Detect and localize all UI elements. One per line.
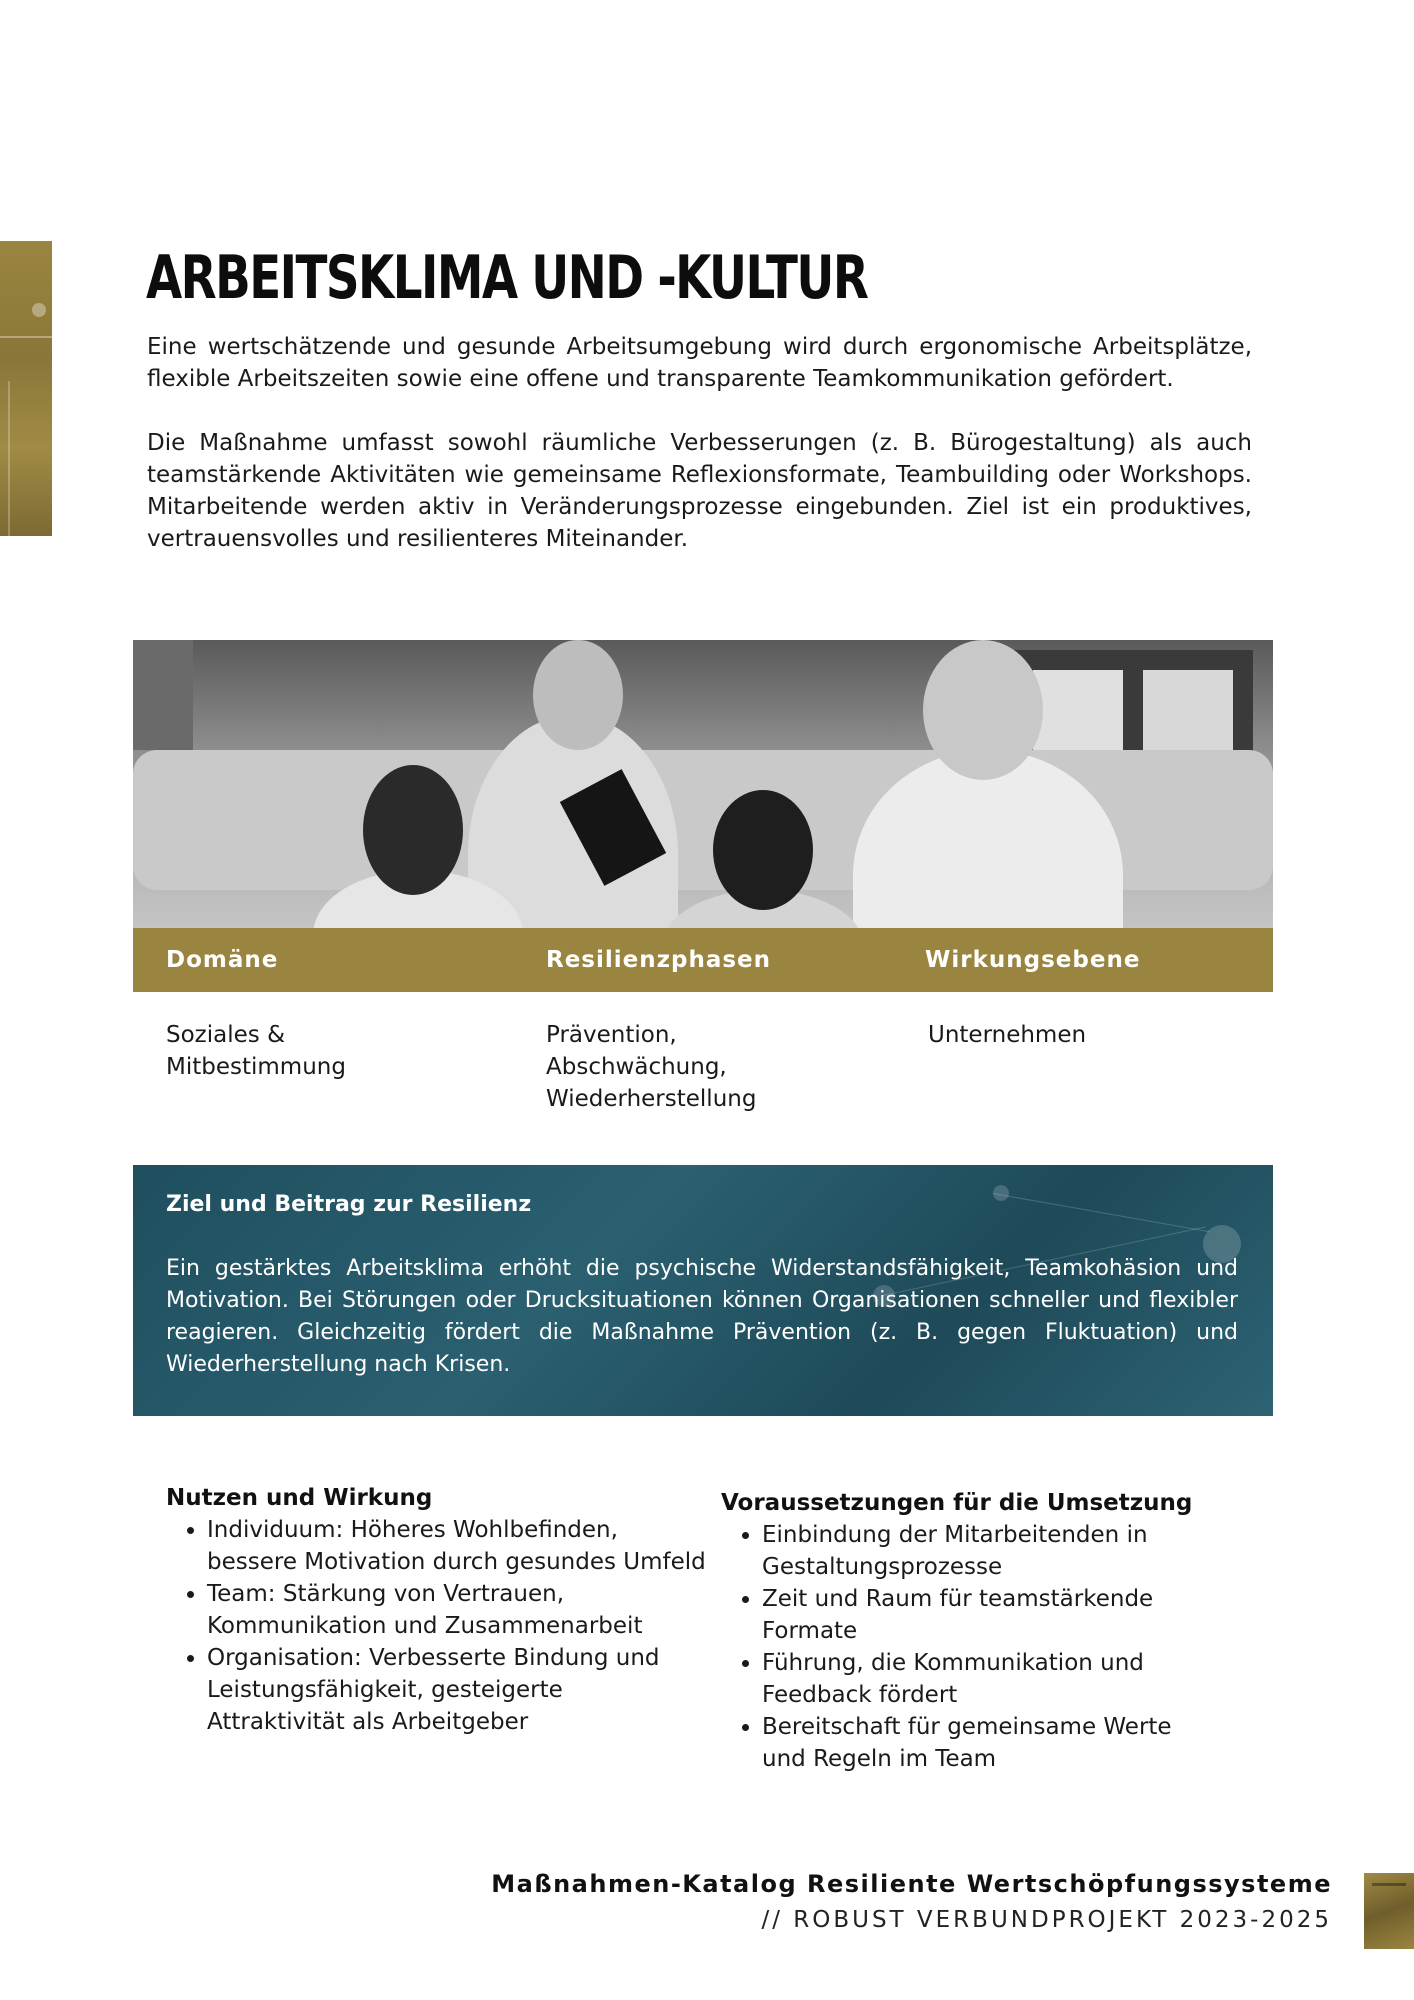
list-item: • Organisation: Verbesserte Bindung und Leistungsfähigkeit, gesteigerte Attraktivität als Arbeitgeber <box>207 1642 706 1738</box>
goal-box <box>133 1165 1273 1416</box>
meta-header-domain: Domäne <box>166 947 279 973</box>
list-item: • Individuum: Höheres Wohlbefinden, bessere Motivation durch gesundes Umfeld <box>207 1514 706 1578</box>
benefits-list <box>166 1514 706 1738</box>
list-item: • Führung, die Kommunikation und Feedback fördert <box>762 1647 1211 1711</box>
list-item: • Zeit und Raum für teamstärkende Formate <box>762 1583 1211 1647</box>
goal-text: Ein gestärktes Arbeitsklima erhöht die psychische Widerstandsfähigkeit, Teamkohäsion und Motivation. Bei Störungen oder Drucksituationen können Organisationen schneller und flexibler reagieren. Gleichzeitig fördert die Maßnahme Prävention (z. B. gegen Fluktuation) und Wiederherstellung nach Krisen. <box>166 1256 1238 1377</box>
footer-title: Maßnahmen-Katalog Resiliente Wertschöpfungssysteme <box>491 1870 1332 1898</box>
requirements-list <box>721 1519 1211 1775</box>
requirements-column <box>721 1487 1211 1775</box>
side-decor-strip <box>0 241 52 536</box>
goal-title: Ziel und Beitrag zur Resilienz <box>166 1192 532 1217</box>
corner-image <box>1364 1873 1414 1949</box>
decor-link <box>993 1193 1210 1232</box>
list-item: • Bereitschaft für gemeinsame Werte und Regeln im Team <box>762 1711 1211 1775</box>
benefits-title: Nutzen und Wirkung <box>166 1485 433 1511</box>
intro-paragraph: Eine wertschätzende und gesunde Arbeitsumgebung wird durch ergonomische Arbeitsplätze, flexible Arbeitszeiten sowie eine offene und transparente Teamkommunikation gefördert. <box>147 334 1252 392</box>
meta-value-phases: Prävention, Abschwächung, Wiederherstellung <box>546 1022 757 1112</box>
list-item: • Team: Stärkung von Vertrauen, Kommunikation und Zusammenarbeit <box>207 1578 706 1642</box>
intro-paragraph: Die Maßnahme umfasst sowohl räumliche Verbesserungen (z. B. Bürogestaltung) als auch teamstärkende Aktivitäten wie gemeinsame Reflexionsformate, Teambuilding oder Workshops. Mitarbeitende werden aktiv in Veränderungsprozesse eingebunden. Ziel ist ein produktives, vertrauensvolles und resilienteres Miteinander. <box>147 430 1252 552</box>
meta-header-level: Wirkungsebene <box>925 947 1141 973</box>
meta-value-domain: Soziales & Mitbestimmung <box>166 1022 346 1080</box>
benefits-column <box>166 1482 706 1738</box>
meta-value-level: Unternehmen <box>928 1022 1087 1048</box>
requirements-title: Voraussetzungen für die Umsetzung <box>721 1490 1193 1516</box>
list-item: • Einbindung der Mitarbeitenden in Gestaltungsprozesse <box>762 1519 1211 1583</box>
decor-line <box>8 381 10 536</box>
intro-text <box>147 331 1252 587</box>
meta-header-phases: Resilienzphasen <box>546 947 772 973</box>
footer-subtitle: // ROBUST VERBUNDPROJEKT 2023-2025 <box>761 1907 1332 1933</box>
meta-header-bar <box>133 928 1273 992</box>
page-title: ARBEITSKLIMA UND -KULTUR <box>146 243 868 313</box>
decor-line <box>0 336 52 338</box>
decor-dot <box>32 303 46 317</box>
